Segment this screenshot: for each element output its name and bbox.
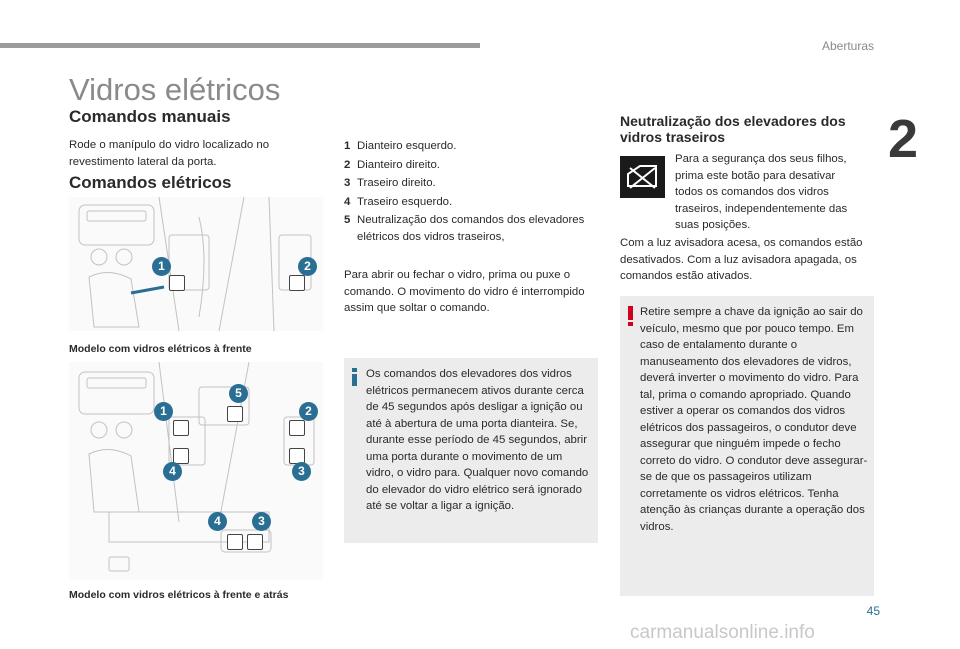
badge-2: 2 xyxy=(299,402,318,421)
front-right-switch-icon xyxy=(289,420,305,436)
console-rear-drawing xyxy=(69,362,323,580)
manual-controls-heading: Comandos manuais xyxy=(69,107,231,126)
info-text: Os comandos dos elevadores dos vidros elétricos permanecem ativos durante cerca de 45 segundos após desligar a ignição ou até à abertura de uma porta dianteira. Se, durante esse período de 45 segundos, abrir uma porta durante o movimento de um vidro, o vidro para. Qualquer novo comando do elevador do vidro elétrico será ignorado até se voltar a ligar a ignição. xyxy=(366,368,589,512)
badge-1: 1 xyxy=(152,257,171,276)
electric-controls-heading: Comandos elétricos xyxy=(69,173,232,192)
window-lock-button-icon xyxy=(620,156,665,198)
legend-list xyxy=(344,138,594,247)
section-label: Aberturas xyxy=(821,39,874,53)
manual-controls-text: Rode o manípulo do vidro localizado no revestimento lateral da porta. xyxy=(69,139,270,168)
warning-icon xyxy=(628,306,633,326)
rear-console-right-switch-icon xyxy=(247,534,263,550)
front-left-switch-icon xyxy=(173,420,189,436)
figure1-caption: Modelo com vidros elétricos à frente xyxy=(69,343,252,355)
operate-text: Para abrir ou fechar o vidro, prima ou puxe o comando. O movimento do vidro é interrompido assim que soltar o comando. xyxy=(344,269,585,314)
neutralization-status-text: Com a luz avisadora acesa, os comandos estão desativados. Com a luz avisadora apagada, os comandos estão ativados. xyxy=(620,237,863,282)
front-right-switch-icon xyxy=(289,275,305,291)
legend-item: 3 Traseiro direito. xyxy=(344,177,436,189)
front-windows-illustration xyxy=(69,197,323,331)
neutralization-text: Para a segurança dos seus filhos, prima este botão para desativar todos os comandos dos vidros traseiros, independentemente das suas posições. xyxy=(675,153,848,231)
legend-item: 5 Neutralização dos comandos dos elevadores elétricos dos vidros traseiros, xyxy=(344,214,585,243)
warning-text: Retire sempre a chave da ignição ao sair do veículo, mesmo que por pouco tempo. Em caso de entalamento durante o manuseamento dos elevadores de vidros, deverá inverter o movimento do vidro. Para tal, prima o comando apropriado. Quando estiver a operar os comandos dos vidros elétricos dos passageiros, o condutor deve assegurar que ninguém impede o fecho correto do vidro. O condutor deve assegurar-se de que os passageiros utilizam corretamente os vidros elétricos. Tenha atenção às crianças durante a operação dos vidros. xyxy=(640,306,868,533)
watermark: carmanualsonline.info xyxy=(630,622,815,643)
page-number: 45 xyxy=(866,604,880,618)
legend-item: 1 Dianteiro esquerdo. xyxy=(344,140,457,152)
chapter-number: 2 xyxy=(888,109,919,169)
legend-item: 4 Traseiro esquerdo. xyxy=(344,195,453,208)
warning-box xyxy=(620,296,874,596)
badge-3-rear: 3 xyxy=(252,512,271,531)
rear-lock-switch-icon xyxy=(227,406,243,422)
badge-1: 1 xyxy=(154,402,173,421)
figure2-caption: Modelo com vidros elétricos à frente e atrás xyxy=(69,589,289,601)
legend-item: 2 Dianteiro direito. xyxy=(344,158,440,171)
rear-console-left-switch-icon xyxy=(227,534,243,550)
front-left-switch-icon xyxy=(169,275,185,291)
badge-5: 5 xyxy=(229,384,248,403)
console-drawing xyxy=(69,197,323,331)
header-bar xyxy=(0,43,480,48)
page-title: Vidros elétricos xyxy=(69,72,281,107)
badge-4: 4 xyxy=(163,462,182,481)
info-box xyxy=(344,358,598,543)
neutralization-heading: Neutralização dos elevadores dos vidros traseiros xyxy=(620,113,846,145)
badge-4-rear: 4 xyxy=(208,512,227,531)
info-icon xyxy=(352,368,357,386)
badge-2: 2 xyxy=(298,257,317,276)
front-rear-windows-illustration xyxy=(69,362,323,580)
badge-3: 3 xyxy=(292,462,311,481)
